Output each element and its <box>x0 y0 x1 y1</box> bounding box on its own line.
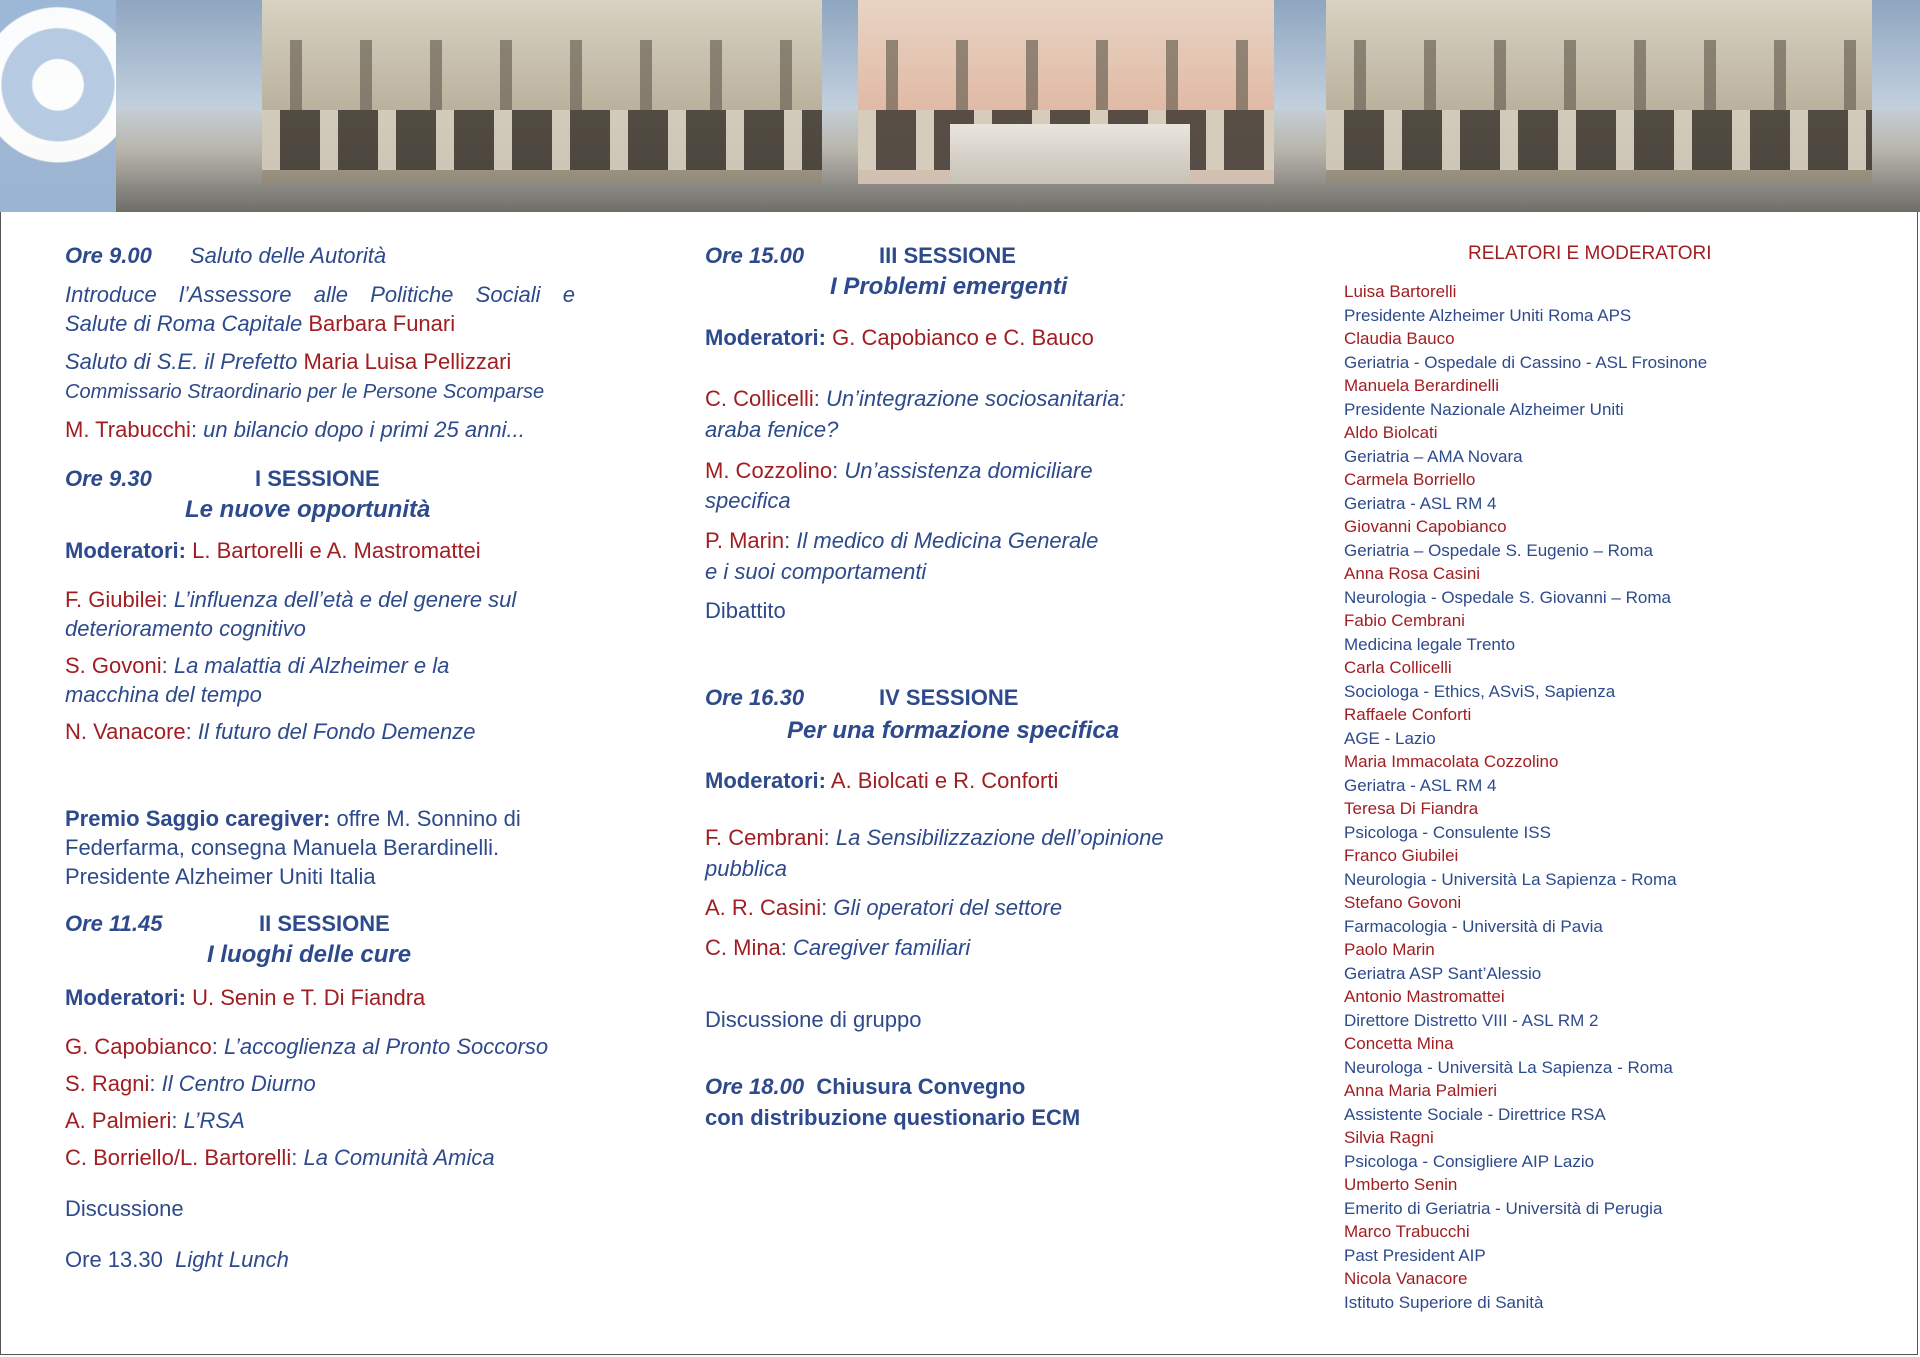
time-1500: Ore 15.00 <box>705 243 805 268</box>
time-0930: Ore 9.30 <box>65 466 152 491</box>
premio-text-3: Presidente Alzheimer Uniti Italia <box>65 864 376 889</box>
speaker-role: Istituto Superiore di Sanità <box>1344 1292 1544 1312</box>
speaker-role: Geriatria - Ospedale di Cassino - ASL Frosinone <box>1344 352 1708 372</box>
piazza-pavement <box>116 184 1920 212</box>
speaker-name: Manuela Berardinelli <box>1344 376 1499 395</box>
talk-casini: Gli operatori del settore <box>833 895 1063 920</box>
speaker-borriello: C. Borriello <box>65 1145 174 1170</box>
campidoglio-photo <box>0 0 1920 212</box>
speaker-role: Geriatra - ASL RM 4 <box>1344 775 1497 795</box>
introduce-text: Salute di Roma Capitale <box>65 311 303 336</box>
moderatori-label: Moderatori: <box>65 985 186 1010</box>
borriello-line: C. Borriello/L. Bartorelli: La Comunità Amica <box>65 1145 495 1170</box>
speaker-role: Presidente Nazionale Alzheimer Uniti <box>1344 399 1624 419</box>
moderatori-label: Moderatori: <box>65 538 186 563</box>
talk-vanacore: Il futuro del Fondo Demenze <box>197 719 476 744</box>
talk-govoni-2: macchina del tempo <box>65 682 262 707</box>
speaker-ragni: S. Ragni <box>65 1071 150 1096</box>
introduce-line-2 <box>65 310 455 338</box>
speaker-name: Umberto Senin <box>1344 1175 1458 1194</box>
time-1330: Ore 13.30 <box>65 1247 163 1272</box>
closing-line-1 <box>705 1073 1025 1101</box>
closing-line-2: con distribuzione questionario ECM <box>705 1105 1081 1130</box>
speaker-name: Giovanni Capobianco <box>1344 517 1507 536</box>
speaker-role: AGE - Lazio <box>1344 728 1436 748</box>
speaker-pellizzari: Maria Luisa Pellizzari <box>303 349 512 374</box>
time-0900: Ore 9.00 <box>65 243 152 268</box>
capobianco-line: G. Capobianco: L’accoglienza al Pronto Soccorso <box>65 1034 549 1059</box>
session-3-title: I Problemi emergenti <box>830 273 1068 300</box>
prefetto-line <box>65 348 511 376</box>
talk-marin-1: Il medico di Medicina Generale <box>796 528 1099 553</box>
ragni-line: S. Ragni: Il Centro Diurno <box>65 1071 316 1096</box>
speaker-govoni: S. Govoni <box>65 653 162 678</box>
talk-collicelli-1: Un’integrazione sociosanitaria: <box>826 386 1126 411</box>
saluto-autorita: Saluto delle Autorità <box>190 243 387 268</box>
speaker-name: Fabio Cembrani <box>1344 611 1465 630</box>
speaker-name: Luisa Bartorelli <box>1344 282 1457 301</box>
prefetto-text: Saluto di S.E. il Prefetto <box>65 349 298 374</box>
speaker-name: Maria Immacolata Cozzolino <box>1344 752 1559 771</box>
speaker-name: Aldo Biolcati <box>1344 423 1438 442</box>
moderatori-1 <box>65 537 481 565</box>
time-1800: Ore 18.00 <box>705 1074 805 1099</box>
speaker-name: Raffaele Conforti <box>1344 705 1472 724</box>
palmieri-line: A. Palmieri: L’RSA <box>65 1108 245 1133</box>
speaker-role: Assistente Sociale - Direttrice RSA <box>1344 1104 1606 1124</box>
speaker-role: Farmacologia - Università di Pavia <box>1344 916 1603 936</box>
talk-borriello: La Comunità Amica <box>303 1145 495 1170</box>
cozzolino-line: M. Cozzolino: Un’assistenza domiciliare <box>705 458 1093 483</box>
speaker-funari: Barbara Funari <box>308 311 456 336</box>
speaker-name: Carla Collicelli <box>1344 658 1452 677</box>
casini-line: A. R. Casini: Gli operatori del settore <box>705 895 1063 920</box>
speaker-name: Concetta Mina <box>1344 1034 1454 1053</box>
speaker-role: Psicologa - Consulente ISS <box>1344 822 1551 842</box>
speaker-role: Psicologa - Consigliere AIP Lazio <box>1344 1151 1595 1171</box>
trabucchi-line: M. Trabucchi: un bilancio dopo i primi 25 anni... <box>65 417 525 442</box>
speaker-collicelli: C. Collicelli <box>705 386 814 411</box>
talk-cembrani-1: La Sensibilizzazione dell’opinione <box>835 825 1164 850</box>
speaker-name: Claudia Bauco <box>1344 329 1455 348</box>
talk-marin-2: e i suoi comportamenti <box>705 559 927 584</box>
moderatori-2 <box>65 984 425 1012</box>
speaker-role: Geriatra - ASL RM 4 <box>1344 493 1497 513</box>
speaker-role: Geriatria – Ospedale S. Eugenio – Roma <box>1344 540 1654 560</box>
speaker-role: Geriatra ASP Sant’Alessio <box>1344 963 1542 983</box>
moderatori-names: L. Bartorelli e A. Mastromattei <box>192 538 481 563</box>
speaker-name: Franco Giubilei <box>1344 846 1459 865</box>
speaker-giubilei: F. Giubilei <box>65 587 162 612</box>
speaker-role: Presidente Alzheimer Uniti Roma APS <box>1344 305 1632 325</box>
palazzo-right <box>1326 0 1872 190</box>
speaker-palmieri: A. Palmieri <box>65 1108 172 1133</box>
vanacore-line: N. Vanacore: Il futuro del Fondo Demenze <box>65 719 476 744</box>
talk-cembrani-2: pubblica <box>705 856 787 881</box>
speaker-name: Anna Rosa Casini <box>1344 564 1481 583</box>
speaker-role: Past President AIP <box>1344 1245 1486 1265</box>
premio-text-2: Federfarma, consegna Manuela Berardinelli. <box>65 835 500 860</box>
snowflake-icon <box>0 0 116 212</box>
session-4-title: Per una formazione specifica <box>787 717 1120 744</box>
moderatori-names: A. Biolcati e R. Conforti <box>830 768 1059 793</box>
speaker-name: Carmela Borriello <box>1344 470 1476 489</box>
moderatori-names: U. Senin e T. Di Fiandra <box>192 985 426 1010</box>
speaker-bartorelli: L. Bartorelli <box>179 1145 292 1170</box>
palazzo-stairs <box>950 124 1190 184</box>
speaker-name: Anna Maria Palmieri <box>1344 1081 1498 1100</box>
speaker-role: Sociologa - Ethics, ASviS, Sapienza <box>1344 681 1616 701</box>
talk-giubilei-1: L’influenza dell’età e del genere sul <box>173 587 517 612</box>
moderatori-3 <box>705 324 1094 352</box>
speaker-role: Neurologia - Ospedale S. Giovanni – Roma <box>1344 587 1671 607</box>
speaker-name: Silvia Ragni <box>1344 1128 1434 1147</box>
moderatori-label: Moderatori: <box>705 325 826 350</box>
speaker-capobianco: G. Capobianco <box>65 1034 212 1059</box>
talk-govoni-1: La malattia di Alzheimer e la <box>173 653 450 678</box>
dibattito: Dibattito <box>705 598 786 623</box>
speaker-name: Paolo Marin <box>1344 940 1435 959</box>
palazzo-left <box>262 0 822 190</box>
talk-giubilei-2: deterioramento cognitivo <box>65 616 306 641</box>
session-2-label: II SESSIONE <box>259 911 390 936</box>
premio-label: Premio Saggio caregiver: <box>65 806 331 831</box>
speaker-marin: P. Marin <box>705 528 785 553</box>
speaker-name: Marco Trabucchi <box>1344 1222 1470 1241</box>
talk-capobianco: L’accoglienza al Pronto Soccorso <box>224 1034 549 1059</box>
speaker-name: Antonio Mastromattei <box>1344 987 1505 1006</box>
session-1-label: I SESSIONE <box>255 466 380 491</box>
session-1-title: Le nuove opportunità <box>185 496 431 523</box>
speaker-cembrani: F. Cembrani <box>705 825 824 850</box>
speaker-role: Emerito di Geriatria - Università di Perugia <box>1344 1198 1663 1218</box>
speaker-mina: C. Mina <box>705 935 781 960</box>
speaker-role: Direttore Distretto VIII - ASL RM 2 <box>1344 1010 1599 1030</box>
speaker-name: Teresa Di Fiandra <box>1344 799 1479 818</box>
collicelli-line: C. Collicelli: Un’integrazione sociosanitaria: <box>705 386 1126 411</box>
speaker-trabucchi: M. Trabucchi <box>65 417 191 442</box>
speaker-name: Nicola Vanacore <box>1344 1269 1468 1288</box>
commissario-text: Commissario Straordinario per le Persone Scomparse <box>65 381 545 403</box>
govoni-line: S. Govoni: La malattia di Alzheimer e la <box>65 653 450 678</box>
talk-collicelli-2: araba fenice? <box>705 417 839 442</box>
giubilei-line: F. Giubilei: L’influenza dell’età e del genere sul <box>65 587 517 612</box>
moderatori-names: G. Capobianco e C. Bauco <box>832 325 1094 350</box>
speaker-role: Medicina legale Trento <box>1344 634 1516 654</box>
speaker-cozzolino: M. Cozzolino <box>705 458 833 483</box>
moderatori-4 <box>705 767 1058 795</box>
lunch-line <box>65 1246 289 1274</box>
talk-ragni: Il Centro Diurno <box>161 1071 316 1096</box>
premio-text-1: offre M. Sonnino di <box>336 806 521 831</box>
session-3-label: III SESSIONE <box>879 243 1016 268</box>
marin-line: P. Marin: Il medico di Medicina Generale <box>705 528 1099 553</box>
moderatori-label: Moderatori: <box>705 768 826 793</box>
speaker-role: Geriatria – AMA Novara <box>1344 446 1523 466</box>
discussione-gruppo: Discussione di gruppo <box>705 1007 922 1032</box>
speaker-name: Stefano Govoni <box>1344 893 1462 912</box>
session-4-label: IV SESSIONE <box>879 685 1019 710</box>
speaker-vanacore: N. Vanacore <box>65 719 186 744</box>
mina-line: C. Mina: Caregiver familiari <box>705 935 971 960</box>
speaker-casini: A. R. Casini <box>705 895 822 920</box>
chiusura-convegno: Chiusura Convegno <box>816 1074 1026 1099</box>
premio-line-1 <box>65 805 521 833</box>
time-1145: Ore 11.45 <box>65 911 163 936</box>
speaker-role: Neurologia - Università La Sapienza - Roma <box>1344 869 1677 889</box>
time-1630: Ore 16.30 <box>705 685 805 710</box>
cembrani-line: F. Cembrani: La Sensibilizzazione dell’opinione <box>705 825 1164 850</box>
talk-cozzolino-2: specifica <box>705 488 791 513</box>
light-lunch: Light Lunch <box>175 1247 289 1272</box>
session-2-title: I luoghi delle cure <box>207 941 412 968</box>
speaker-role: Neurologa - Università La Sapienza - Roma <box>1344 1057 1673 1077</box>
discussione: Discussione <box>65 1196 184 1221</box>
introduce-line-1: Introduce l’Assessore alle Politiche Sociali e <box>65 282 575 307</box>
talk-cozzolino-1: Un’assistenza domiciliare <box>844 458 1093 483</box>
relatori-title: RELATORI E MODERATORI <box>1468 243 1712 264</box>
talk-palmieri: L’RSA <box>183 1108 245 1133</box>
slash-separator: / <box>173 1145 180 1170</box>
talk-mina: Caregiver familiari <box>793 935 971 960</box>
talk-trabucchi: un bilancio dopo i primi 25 anni... <box>203 417 525 442</box>
